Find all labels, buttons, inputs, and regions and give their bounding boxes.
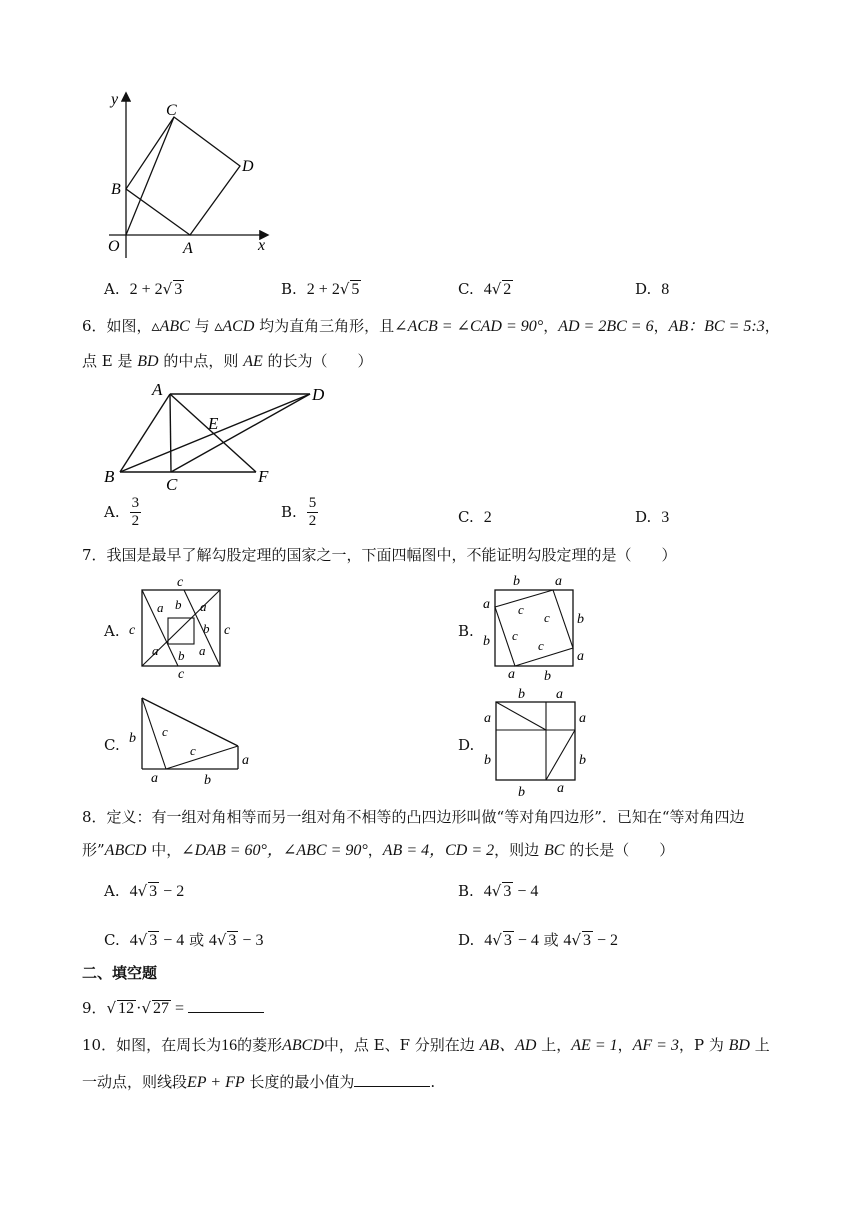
q6-triangle-figure [100,378,340,493]
svg-text:c: c [190,743,196,758]
svg-text:b: b [513,574,520,589]
svg-text:a: a [151,771,158,786]
svg-text:c: c [178,667,185,681]
svg-text:a: a [556,687,563,702]
q7-figure-c [124,690,254,790]
svg-text:a: a [577,649,584,664]
svg-text:c: c [538,638,544,653]
label-a: A [183,240,193,257]
q6-stem-line1: 6．如图，▵ABC 与 ▵ACD 均为直角三角形，且∠ACB = ∠CAD = 90°，AD = 2BC = 6，AB：BC = 5:3， [82,317,780,335]
svg-text:B: B [104,467,115,486]
svg-text:a: a [200,599,207,614]
svg-text:A: A [152,380,163,399]
q9-stem: 9．√ 12 ·√ 27 = [82,998,264,1017]
q10-stem-line2: 一动点，则线段EP + FP 长度的最小值为 . [82,1073,436,1091]
q6-option-a: A. $\frac{3}{2}$ [104,495,140,529]
svg-text:b: b [579,753,586,768]
q9-answer-blank[interactable] [188,998,264,1013]
q8-option-d: D. 4√ 3 − 4 或 4√ 3 − 2 [458,931,618,949]
q8-option-b: B. 4√ 3 − 4 [458,882,539,900]
svg-text:a: a [484,711,491,726]
q5-coordinate-figure [95,88,285,258]
q6-option-c: C. 2 [458,508,492,526]
label-x: x [258,237,266,254]
q5-option-a: A. 2 + 2√ 3 [104,280,183,298]
svg-text:a: a [152,643,159,658]
label-b: B [111,181,121,198]
svg-text:a: a [508,667,515,682]
q5-option-c: C. 4√ 2 [458,280,512,298]
svg-text:b: b [204,773,211,788]
svg-text:a: a [555,574,562,589]
svg-text:c: c [544,610,550,625]
svg-text:b: b [129,731,136,746]
svg-text:b: b [178,648,185,663]
q7-figure-b [478,570,588,685]
svg-text:b: b [484,753,491,768]
q7-figure-d [478,684,588,799]
svg-text:b: b [483,634,490,649]
section-fill-in-title: 二、填空题 [82,964,158,982]
svg-text:b: b [577,612,584,627]
q5-option-d: D. 8 [635,280,670,298]
label-c: C [166,102,177,119]
q7-label-c: C. [104,736,120,754]
svg-text:c: c [224,623,231,638]
q8-option-c: C. 4√ 3 − 4 或 4√ 3 − 3 [104,931,264,949]
svg-text:a: a [157,600,164,615]
q8-stem-line2: 形”ABCD 中，∠DAB = 60°，∠ABC = 90°，AB = 4，CD = 2，则边 BC 的长是（ ） [82,841,675,859]
svg-text:a: a [579,711,586,726]
q6-option-d: D. 3 [635,508,670,526]
svg-text:E: E [208,414,219,433]
svg-text:c: c [518,602,524,617]
svg-text:c: c [162,724,168,739]
q10-stem-line1: 10．如图，在周长为16的菱形ABCD中，点 E、F 分别在边 AB、AD 上，AE = 1，AF = 3，P 为 BD 上 [82,1036,770,1054]
square-abcd [126,117,240,235]
svg-text:b: b [203,621,210,636]
svg-text:b: b [518,687,525,702]
label-y: y [111,91,119,108]
segment-oc [126,117,174,235]
q7-stem: 7．我国是最早了解勾股定理的国家之一，下面四幅图中，不能证明勾股定理的是（ ） [82,546,677,564]
svg-text:F: F [258,467,269,486]
q7-label-b: B. [458,622,474,640]
svg-text:b: b [544,669,551,684]
q7-figure-a [124,576,244,681]
q6-option-b: B. $\frac{5}{2}$ [281,495,317,529]
label-d: D [242,158,254,175]
q8-option-a: A. 4√ 3 − 2 [104,882,185,900]
svg-text:C: C [166,475,178,493]
svg-text:c: c [512,628,518,643]
svg-text:b: b [518,785,525,799]
svg-text:a: a [557,781,564,796]
q10-answer-blank[interactable] [354,1072,430,1087]
svg-text:D: D [312,385,325,404]
svg-text:a: a [242,753,249,768]
svg-text:c: c [129,623,136,638]
q5-option-b: B. 2 + 2√ 5 [281,280,360,298]
svg-text:a: a [199,643,206,658]
svg-text:c: c [177,576,184,590]
svg-text:a: a [483,597,490,612]
label-o: O [108,238,120,255]
svg-text:b: b [175,597,182,612]
q7-label-a: A. [104,622,120,640]
q6-stem-line2: 点 E 是 BD 的中点，则 AE 的长为（ ） [82,352,373,370]
q7-label-d: D. [458,736,475,754]
q8-stem-line1: 8．定义：有一组对角相等而另一组对角不相等的凸四边形叫做“等对角四边形”．已知在“等对角四边 [82,808,745,826]
